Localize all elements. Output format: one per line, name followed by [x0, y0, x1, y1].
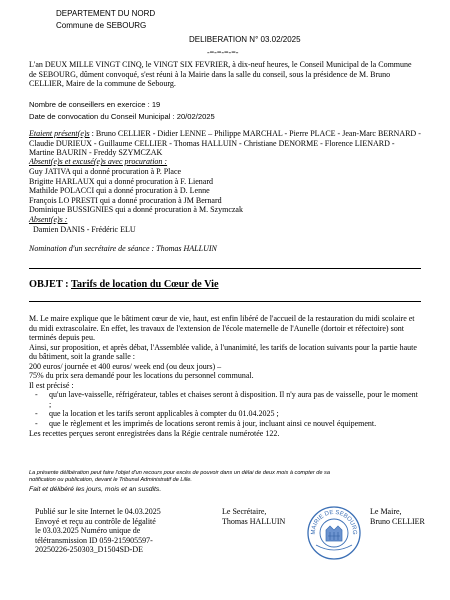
body-paragraph: Il est précisé :	[29, 380, 74, 390]
mayor-role: Le Maire,	[370, 507, 402, 516]
objet-heading	[29, 280, 219, 290]
stamp-text: MAIRIE DE SEBOURG	[310, 509, 358, 535]
publication-info	[35, 507, 161, 555]
convocation-date: Date de convocation du Conseil Municipal : 20/02/2025	[29, 112, 215, 121]
intro-paragraph: L'an DEUX MILLE VINGT CINQ, le VINGT SIX FEVRIER, à dix-neuf heures, le Conseil Municipal de la Commune de SEBOURG, dûment convoqué, s'est réuni à la Mairie dans la salle du conseil, sous la présidence de M. Bruno CELLIER, Maire de la commune de Sebourg.	[29, 60, 412, 89]
legal-notice-line: La présente délibération peut faire l'objet d'un recours pour excès de pouvoir dans un délai de deux mois à compter de sa	[29, 470, 330, 476]
absent-names: Damien DANIS - Frédéric ELU	[33, 225, 136, 234]
body-paragraph: Les recettes perçues seront enregistrées dans la Régie centrale numérotée 122.	[29, 428, 280, 438]
body-paragraph: 75% du prix sera demandé pour les locations du personnel communal.	[29, 371, 254, 381]
list-item: - que le règlement et les imprimés de locations seront remis à jour, incluant ainsi ce nouvel équipement.	[29, 419, 421, 429]
stamp-seal-icon	[306, 505, 362, 561]
body-paragraph: M. Le maire explique que le bâtiment cœur de vie, haut, est enfin libéré de l'accueil de la restauration du midi scolaire et du midi extrascolaire. En effet, les travaux de l'extension de l'école maternelle de l'Aunelle (dortoir et réfectoire) sont terminés depuis peu.	[29, 314, 415, 343]
proxy-line: Brigitte HARLAUX qui a donné procuration à F. Lienard	[29, 176, 213, 186]
list-item: - qu'un lave-vaisselle, réfrigérateur, tables et chaises seront à disposition. Il n'y aura pas de vaisselle, pour le moment ;	[29, 390, 421, 409]
secretary-role: Le Secrétaire,	[222, 507, 267, 516]
deliberation-number: DELIBERATION N° 03.02/2025	[189, 35, 301, 44]
divider-top	[29, 268, 421, 269]
done-statement: Fait et délibéré les jours, mois et an susdits.	[29, 486, 162, 493]
present-names: : Bruno CELLIER - Didier LENNE – Philippe MARCHAL - Pierre PLACE - Jean-Marc BERNARD - Claudie DURIEUX - Guillaume CELLIER - Thomas HALLUIN - Christiane DENORME - Florence LIENARD - Martine BAURIN - Freddy SZYMCZAK	[29, 129, 421, 158]
header-separator: -=-=-=-=-	[207, 48, 239, 57]
secretary-name: Thomas HALLUIN	[222, 516, 286, 526]
present-members	[29, 129, 421, 158]
publication-line: Publié sur le site Internet le 04.03.2025	[35, 507, 161, 516]
conseillers-count: Nombre de conseillers en exercice : 19	[29, 100, 161, 109]
body-text	[29, 314, 421, 438]
proxy-line: Dominique BUSSIGNIES qui a donné procuration à M. Szymczak	[29, 205, 243, 215]
conditions-list	[29, 390, 421, 428]
proxy-list	[29, 167, 421, 215]
mayor-signature-block	[370, 507, 425, 526]
objet-label: OBJET :	[29, 279, 69, 290]
body-paragraph: Ainsi, sur proposition, et après débat, l'Assemblée valide, à l'unanimité, les tarifs de location suivants pour la partie haute du bâtiment, soit la grande salle :	[29, 342, 417, 362]
present-label: Etaient présent(e)s	[29, 129, 90, 138]
body-paragraph: 200 euros/ journée et 400 euros/ week end (ou deux jours) –	[29, 361, 222, 371]
secretary-nomination: Nomination d'un secrétaire de séance : Thomas HALLUIN	[29, 244, 217, 253]
excused-label: Absent(e)s et excusé(e)s avec procuration :	[29, 157, 168, 166]
proxy-line: François LO PRESTI qui a donné procuration à JM Bernard	[29, 195, 222, 205]
secretary-signature-block	[222, 507, 285, 526]
mayor-name: Bruno CELLIER	[370, 516, 425, 526]
legal-notice-line: notification ou publication, devant le Tribunal Administratif de Lille.	[29, 477, 192, 483]
absent-label: Absent(e)s :	[29, 215, 68, 224]
mairie-stamp	[306, 505, 362, 561]
publication-line: télétransmission ID 059-215905597-	[35, 535, 153, 545]
publication-line: Envoyé et reçu au contrôle de légalité	[35, 516, 156, 526]
publication-line: 20250226-250303_D1504SD-DE	[35, 545, 143, 555]
commune-heading: Commune de SEBOURG	[56, 21, 147, 30]
publication-line: le 03.03.2025 Numéro unique de	[35, 526, 141, 536]
divider-bottom	[29, 301, 421, 302]
proxy-line: Guy JATIVA qui a donné procuration à P. Place	[29, 167, 182, 176]
list-item: - que la location et les tarifs seront applicables à compter du 01.04.2025 ;	[29, 409, 421, 419]
proxy-line: Mathilde POLACCI qui a donné procuration à D. Lenne	[29, 186, 210, 196]
department-heading: DEPARTEMENT DU NORD	[56, 9, 156, 18]
objet-title: Tarifs de location du Cœur de Vie	[70, 279, 219, 290]
